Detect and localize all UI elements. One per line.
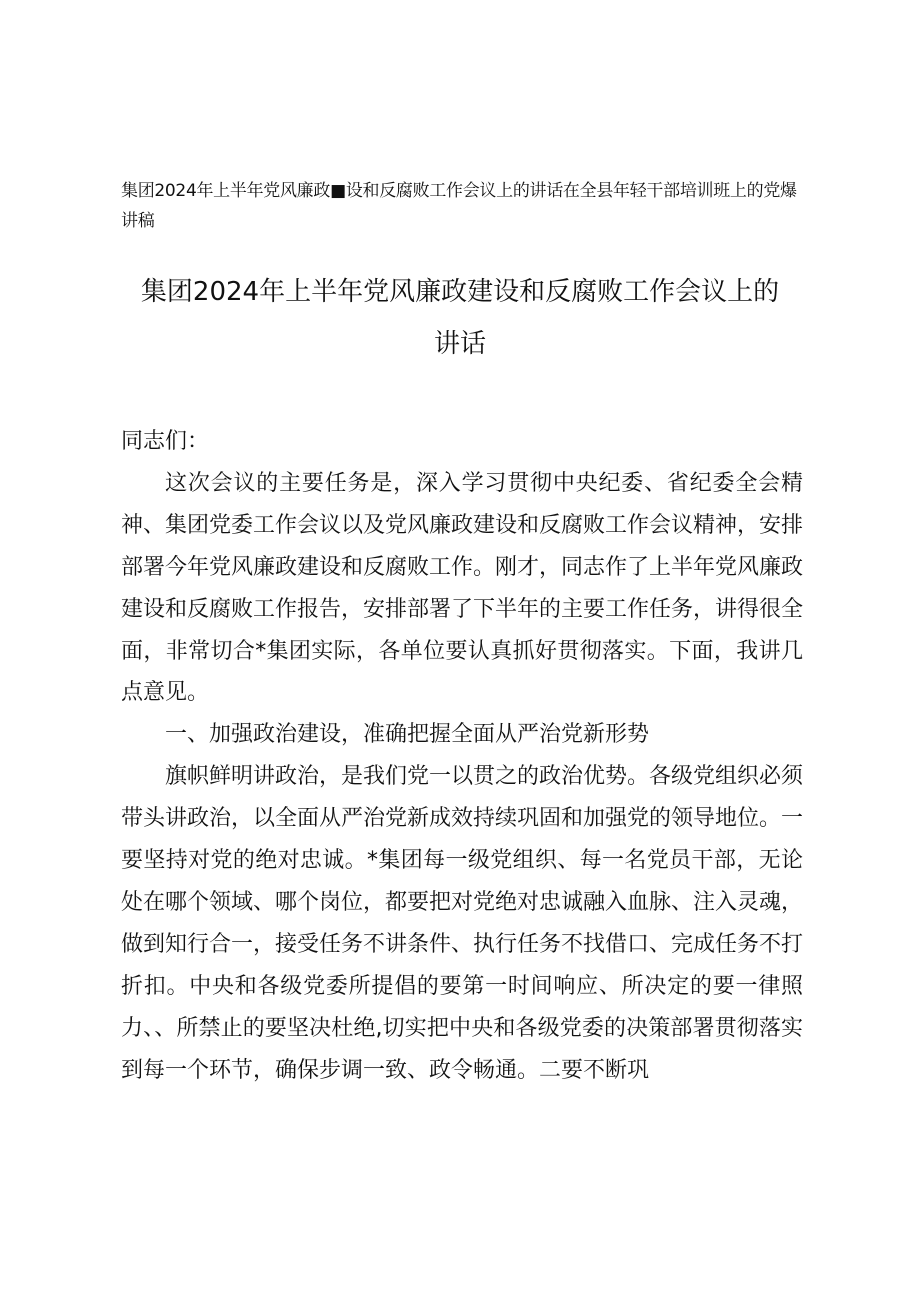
main-title-line-2: 讲话 (433, 329, 486, 359)
section-heading-1: 一、加强政治建设，准确把握全面从严治党新形势 (165, 722, 650, 748)
paragraph-intro: 这次会议的主要任务是，深入学习贯彻中央纪委、省纪委全会精神、集团党委工作会议以及党风廉政建设和反腐败工作会议精神，安排部署今年党风廉政建设和反腐败工作。刚才，同志作了上半年党风廉政建设和反腐败工作报告，安排部署了下半年的主要工作任务，讲得很全面，非常切合*集团实际，各单位要认真抓好贯彻落实。下面，我讲几点意见。 (121, 470, 804, 706)
document-body (121, 421, 803, 1092)
main-title (100, 266, 820, 370)
main-title-line-1: 集团2024年上半年党风廉政建设和反腐败工作会议上的 (140, 277, 780, 307)
paragraph-section-1: 旗帜鲜明讲政治，是我们党一以贯之的政治优势。各级党组织必须带头讲政治，以全面从严治党新成效持续巩固和加强党的领导地位。一要坚持对党的绝对忠诚。*集团每一级党组织、每一名党员干部，无论处在哪个领域、哪个岗位，都要把对党绝对忠诚融入血脉、注入灵魂，做到知行合一，接受任务不讲条件、执行任务不找借口、完成任务不打折扣。中央和各级党委所提倡的要第一时间响应、所决定的要一律照力、、所禁止的要坚决杜绝,切实把中央和各级党委的决策部署贯彻落实到每一个环节，确保步调一致、政令畅通。二要不断巩 (121, 764, 804, 1083)
salutation: 同志们： (121, 429, 210, 454)
document-header-title: 集团2024年上半年党风廉政■设和反腐败工作会议上的讲话在全县年轻干部培训班上的党爆讲稿 (121, 181, 797, 231)
